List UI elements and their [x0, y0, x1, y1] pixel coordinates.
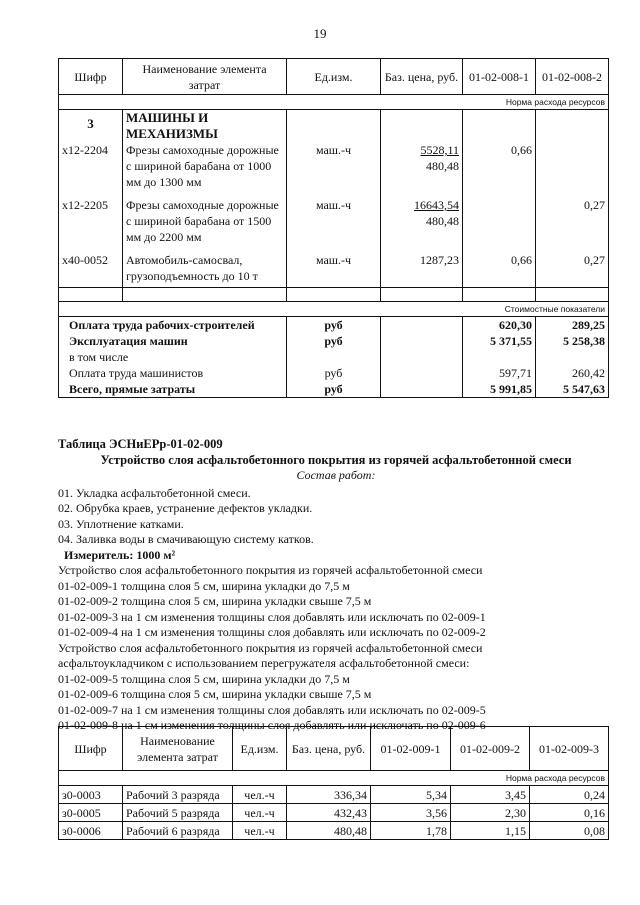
- norm-label-row: [59, 771, 609, 786]
- header-col-2: 01-02-008-2: [536, 59, 609, 95]
- section-row: [59, 110, 609, 143]
- measure-unit: Измеритель: 1000 м²: [64, 547, 176, 562]
- header-price: Баз. цена, руб.: [381, 59, 463, 95]
- table-row: з0-0005 Рабочий 5 разряда чел.-ч 432,43 3,56 2,30 0,16: [59, 804, 609, 822]
- norm-label: Норма расхода ресурсов: [59, 771, 609, 786]
- cost-label-row: [59, 302, 609, 317]
- composition-label: Состав работ:: [296, 468, 376, 482]
- table-row: х12-2205 Фрезы самоходные дорожные с шириной барабана от 1500 мм до 2200 мм маш.-ч 16643,54 480,48 0,27: [59, 190, 609, 245]
- list-item: 04. Заливка воды в смачивающую систему катков.: [58, 532, 314, 546]
- summary-row: Всего, прямые затраты руб 5 991,85 5 547,63: [59, 381, 609, 398]
- norm-label-row: [59, 95, 609, 110]
- labor-table: [58, 726, 609, 840]
- list-item: 01-02-009-2 толщина слоя 5 см, ширина укладки свыше 7,5 м: [58, 594, 372, 608]
- header-name: Наименование элемента затрат: [123, 727, 233, 771]
- list-item: 01-02-009-7 на 1 см изменения толщины слоя добавлять или исключать по 02-009-5: [58, 702, 486, 717]
- header-name: Наименование элемента затрат: [123, 59, 287, 95]
- list-item: 01-02-009-1 толщина слоя 5 см, ширина укладки до 7,5 м: [58, 578, 350, 593]
- list-item: 01. Укладка асфальтобетонной смеси.: [58, 485, 251, 500]
- header-unit: Ед.изм.: [233, 727, 287, 771]
- list-item: 01-02-009-4 на 1 см изменения толщины слоя добавлять или исключать по 02-009-2: [58, 625, 486, 639]
- list-item: 01-02-009-8 на 1 см изменения толщины слоя добавлять или исключать по 02-009-6: [58, 718, 486, 732]
- list-item: 01-02-009-6 толщина слоя 5 см, ширина укладки свыше 7,5 м: [58, 687, 372, 701]
- summary-row: в том числе: [59, 349, 609, 365]
- summary-row: Оплата труда машинистов руб 597,71 260,42: [59, 365, 609, 381]
- summary-row: Оплата труда рабочих-строителей руб 620,30 289,25: [59, 317, 609, 334]
- cost-label: Стоимостные показатели: [59, 302, 609, 317]
- list-item: 01-02-009-5 толщина слоя 5 см, ширина укладки до 7,5 м: [58, 671, 350, 686]
- header-code: Шифр: [59, 59, 123, 95]
- section-number: 3: [59, 110, 123, 143]
- table-row: з0-0003 Рабочий 3 разряда чел.-ч 336,34 5,34 3,45 0,24: [59, 786, 609, 804]
- header-col-1: 01-02-008-1: [463, 59, 536, 95]
- page-number: 19: [313, 26, 327, 41]
- machines-table: [58, 58, 609, 398]
- section-title: МАШИНЫ И МЕХАНИЗМЫ: [123, 110, 287, 143]
- header-unit: Ед.изм.: [287, 59, 381, 95]
- list-item: Устройство слоя асфальтобетонного покрытия из горячей асфальтобетонной смеси: [58, 563, 483, 577]
- summary-row: Эксплуатация машин руб 5 371,55 5 258,38: [59, 333, 609, 349]
- table-title: Таблица ЭСНиЕРр-01-02-009: [58, 437, 223, 451]
- header-col-1: 01-02-009-1: [371, 727, 451, 771]
- description-lines: [58, 563, 614, 734]
- section-2: [58, 437, 614, 734]
- table-header-row: [59, 59, 609, 95]
- list-item: 03. Уплотнение катками.: [58, 516, 184, 531]
- table-row: х40-0052 Автомобиль-самосвал, грузоподъемность до 10 т маш.-ч 1287,23 0,66 0,27: [59, 245, 609, 288]
- header-code: Шифр: [59, 727, 123, 771]
- table-row: з0-0006 Рабочий 6 разряда чел.-ч 480,48 1,78 1,15 0,08: [59, 822, 609, 840]
- list-item: 02. Обрубка краев, устранение дефектов укладки.: [58, 501, 313, 515]
- work-steps: [58, 486, 614, 548]
- header-col-2: 01-02-009-2: [451, 727, 530, 771]
- norm-label: Норма расхода ресурсов: [59, 95, 609, 110]
- table-row: х12-2204 Фрезы самоходные дорожные с шириной барабана от 1000 мм до 1300 мм маш.-ч 5528,11 480,48 0,66: [59, 142, 609, 190]
- header-col-3: 01-02-009-3: [530, 727, 609, 771]
- table-header-row: [59, 727, 609, 771]
- header-price: Баз. цена, руб.: [287, 727, 371, 771]
- list-item: Устройство слоя асфальтобетонного покрытия из горячей асфальтобетонной смеси: [58, 640, 483, 655]
- list-item: 01-02-009-3 на 1 см изменения толщины слоя добавлять или исключать по 02-009-1: [58, 609, 486, 624]
- table-subtitle: Устройство слоя асфальтобетонного покрытия из горячей асфальтобетонной смеси: [100, 452, 572, 467]
- list-item: асфальтоукладчиком с использованием перегружателя асфальтобетонной смеси:: [58, 656, 470, 670]
